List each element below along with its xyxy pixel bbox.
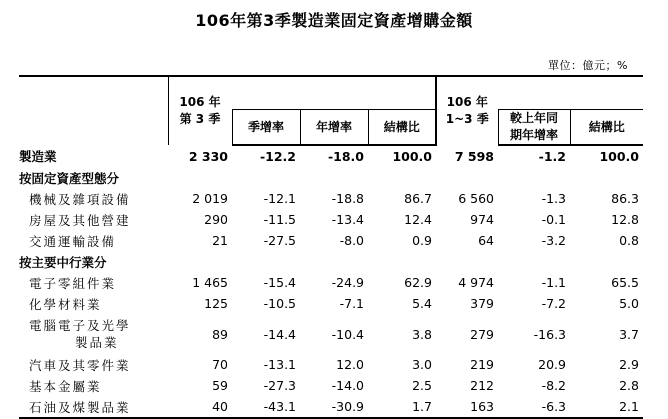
- cell-qoq: -43.1: [232, 396, 300, 418]
- header-yoy: 年增率: [300, 110, 368, 146]
- header-qoq: 季增率: [232, 110, 300, 146]
- table-row: [19, 230, 643, 251]
- row-label: 電子零組件業: [29, 275, 117, 291]
- cell-share: 2.5: [412, 378, 432, 393]
- header-ytd-line2: 1~3 季: [445, 112, 489, 126]
- data-table: [19, 75, 643, 419]
- header-q3-line2: 第 3 季: [179, 112, 221, 126]
- cell-ytd-share: 100.0: [599, 149, 639, 164]
- cell-share: 86.7: [404, 191, 432, 206]
- table-title: 106年第3季製造業固定資產增購金額: [195, 11, 473, 30]
- cell-q3: 70: [212, 357, 228, 372]
- cell-q3: 59: [212, 378, 228, 393]
- row-label: 房屋及其他營建: [29, 212, 131, 228]
- cell-ytd: 279: [470, 326, 494, 342]
- cell-share: 3.8: [412, 326, 432, 342]
- row-label-line1: 電腦電子及光學: [29, 318, 131, 333]
- table-row: [19, 188, 643, 209]
- cell-ytd-yoy: -1.1: [541, 275, 566, 290]
- cell-ytd: 64: [478, 233, 494, 248]
- cell-ytd: 212: [470, 378, 494, 393]
- cell-share: 5.4: [412, 296, 432, 311]
- cell-ytd: 6 560: [458, 191, 494, 206]
- cell-yoy: -10.4: [331, 326, 364, 342]
- cell-ytd-share: 12.8: [611, 212, 639, 227]
- cell-qoq: -15.4: [263, 275, 296, 290]
- table-row: [19, 354, 643, 375]
- cell-q3: 2 330: [188, 148, 228, 164]
- cell-qoq: -10.5: [263, 296, 296, 311]
- cell-ytd-yoy: -1.2: [538, 149, 566, 164]
- cell-yoy: -8.0: [339, 233, 364, 248]
- cell-yoy: -18.0: [327, 149, 364, 164]
- cell-ytd: 219: [470, 357, 494, 372]
- header-ytd-yoy-line1: 較上年同: [509, 111, 558, 125]
- cell-q3: 21: [212, 233, 228, 248]
- row-label: [19, 314, 168, 354]
- cell-ytd-share: 65.5: [611, 275, 639, 290]
- row-label: 石油及煤製品業: [19, 396, 168, 418]
- cell-ytd-share: 2.1: [570, 396, 643, 418]
- cell-qoq: -12.2: [259, 149, 296, 164]
- cell-yoy: -24.9: [331, 275, 364, 290]
- cell-qoq: -12.1: [263, 191, 296, 206]
- cell-yoy: -13.4: [331, 212, 364, 227]
- cell-q3: 1 465: [192, 275, 228, 290]
- table-row: [19, 251, 643, 272]
- row-label: 製造業: [19, 149, 57, 164]
- table-row: [19, 167, 643, 188]
- header-ytd-yoy: [498, 110, 570, 146]
- category-label: 按主要中行業分: [19, 254, 107, 270]
- cell-ytd-yoy: -16.3: [533, 326, 566, 342]
- row-label-line2: 製品業: [75, 335, 119, 350]
- cell-ytd: 4 974: [458, 275, 494, 290]
- cell-ytd-yoy: 20.9: [538, 357, 566, 372]
- cell-ytd: 7 598: [454, 148, 494, 164]
- cell-share: 100.0: [392, 149, 432, 164]
- header-ytd-share: 結構比: [570, 110, 643, 146]
- cell-ytd-share: 2.9: [619, 357, 639, 372]
- cell-ytd: 974: [470, 212, 494, 227]
- cell-ytd-yoy: -8.2: [541, 378, 566, 393]
- cell-ytd-share: 2.8: [619, 378, 639, 393]
- cell-q3: 40: [168, 396, 232, 418]
- unit-note: 單位：億元；%: [548, 59, 628, 72]
- table-row: [19, 314, 643, 354]
- table-row: [19, 272, 643, 293]
- row-label: 交通運輸設備: [29, 233, 117, 249]
- cell-ytd-yoy: -6.3: [498, 396, 570, 418]
- table-row: [19, 375, 643, 396]
- cell-q3: 125: [204, 296, 228, 311]
- cell-ytd-yoy: -0.1: [541, 212, 566, 227]
- cell-qoq: -27.3: [263, 378, 296, 393]
- cell-qoq: -14.4: [263, 326, 296, 342]
- header-share: 結構比: [368, 110, 436, 146]
- row-label: 機械及雜項設備: [29, 191, 131, 207]
- cell-ytd-yoy: -3.2: [541, 233, 566, 248]
- cell-q3: 89: [212, 326, 228, 342]
- cell-yoy: -18.8: [331, 191, 364, 206]
- cell-yoy: 12.0: [336, 357, 364, 372]
- cell-q3: 290: [204, 212, 228, 227]
- cell-share: 0.9: [412, 233, 432, 248]
- cell-share: 62.9: [404, 275, 432, 290]
- table-row: [19, 293, 643, 314]
- cell-share: 12.4: [404, 212, 432, 227]
- cell-share: 1.7: [368, 396, 436, 418]
- row-label: 基本金屬業: [29, 378, 102, 394]
- cell-share: 3.0: [412, 357, 432, 372]
- header-stub: [19, 76, 168, 145]
- row-label: 汽車及其零件業: [29, 357, 131, 373]
- cell-qoq: -11.5: [263, 212, 296, 227]
- row-label: 化學材料業: [29, 296, 102, 312]
- cell-q3: 2 019: [192, 191, 228, 206]
- table-row: [19, 145, 643, 167]
- header-q3: [168, 76, 232, 145]
- cell-ytd: 379: [470, 296, 494, 311]
- cell-ytd-share: 5.0: [619, 296, 639, 311]
- header-ytd: [436, 76, 498, 145]
- cell-yoy: -30.9: [300, 396, 368, 418]
- cell-yoy: -7.1: [339, 296, 364, 311]
- cell-yoy: -14.0: [331, 378, 364, 393]
- cell-ytd-share: 0.8: [619, 233, 639, 248]
- cell-ytd: 163: [436, 396, 498, 418]
- table-row: [19, 209, 643, 230]
- cell-qoq: -27.5: [263, 233, 296, 248]
- header-ytd-line1: 106 年: [446, 95, 488, 109]
- cell-ytd-share: 86.3: [611, 191, 639, 206]
- header-ytd-yoy-line2: 期年增率: [509, 128, 558, 142]
- cell-ytd-yoy: -7.2: [541, 296, 566, 311]
- category-label: 按固定資產型態分: [19, 170, 120, 186]
- cell-ytd-yoy: -1.3: [541, 191, 566, 206]
- cell-ytd-share: 3.7: [619, 326, 639, 342]
- cell-qoq: -13.1: [263, 357, 296, 372]
- header-q3-line1: 106 年: [179, 95, 221, 109]
